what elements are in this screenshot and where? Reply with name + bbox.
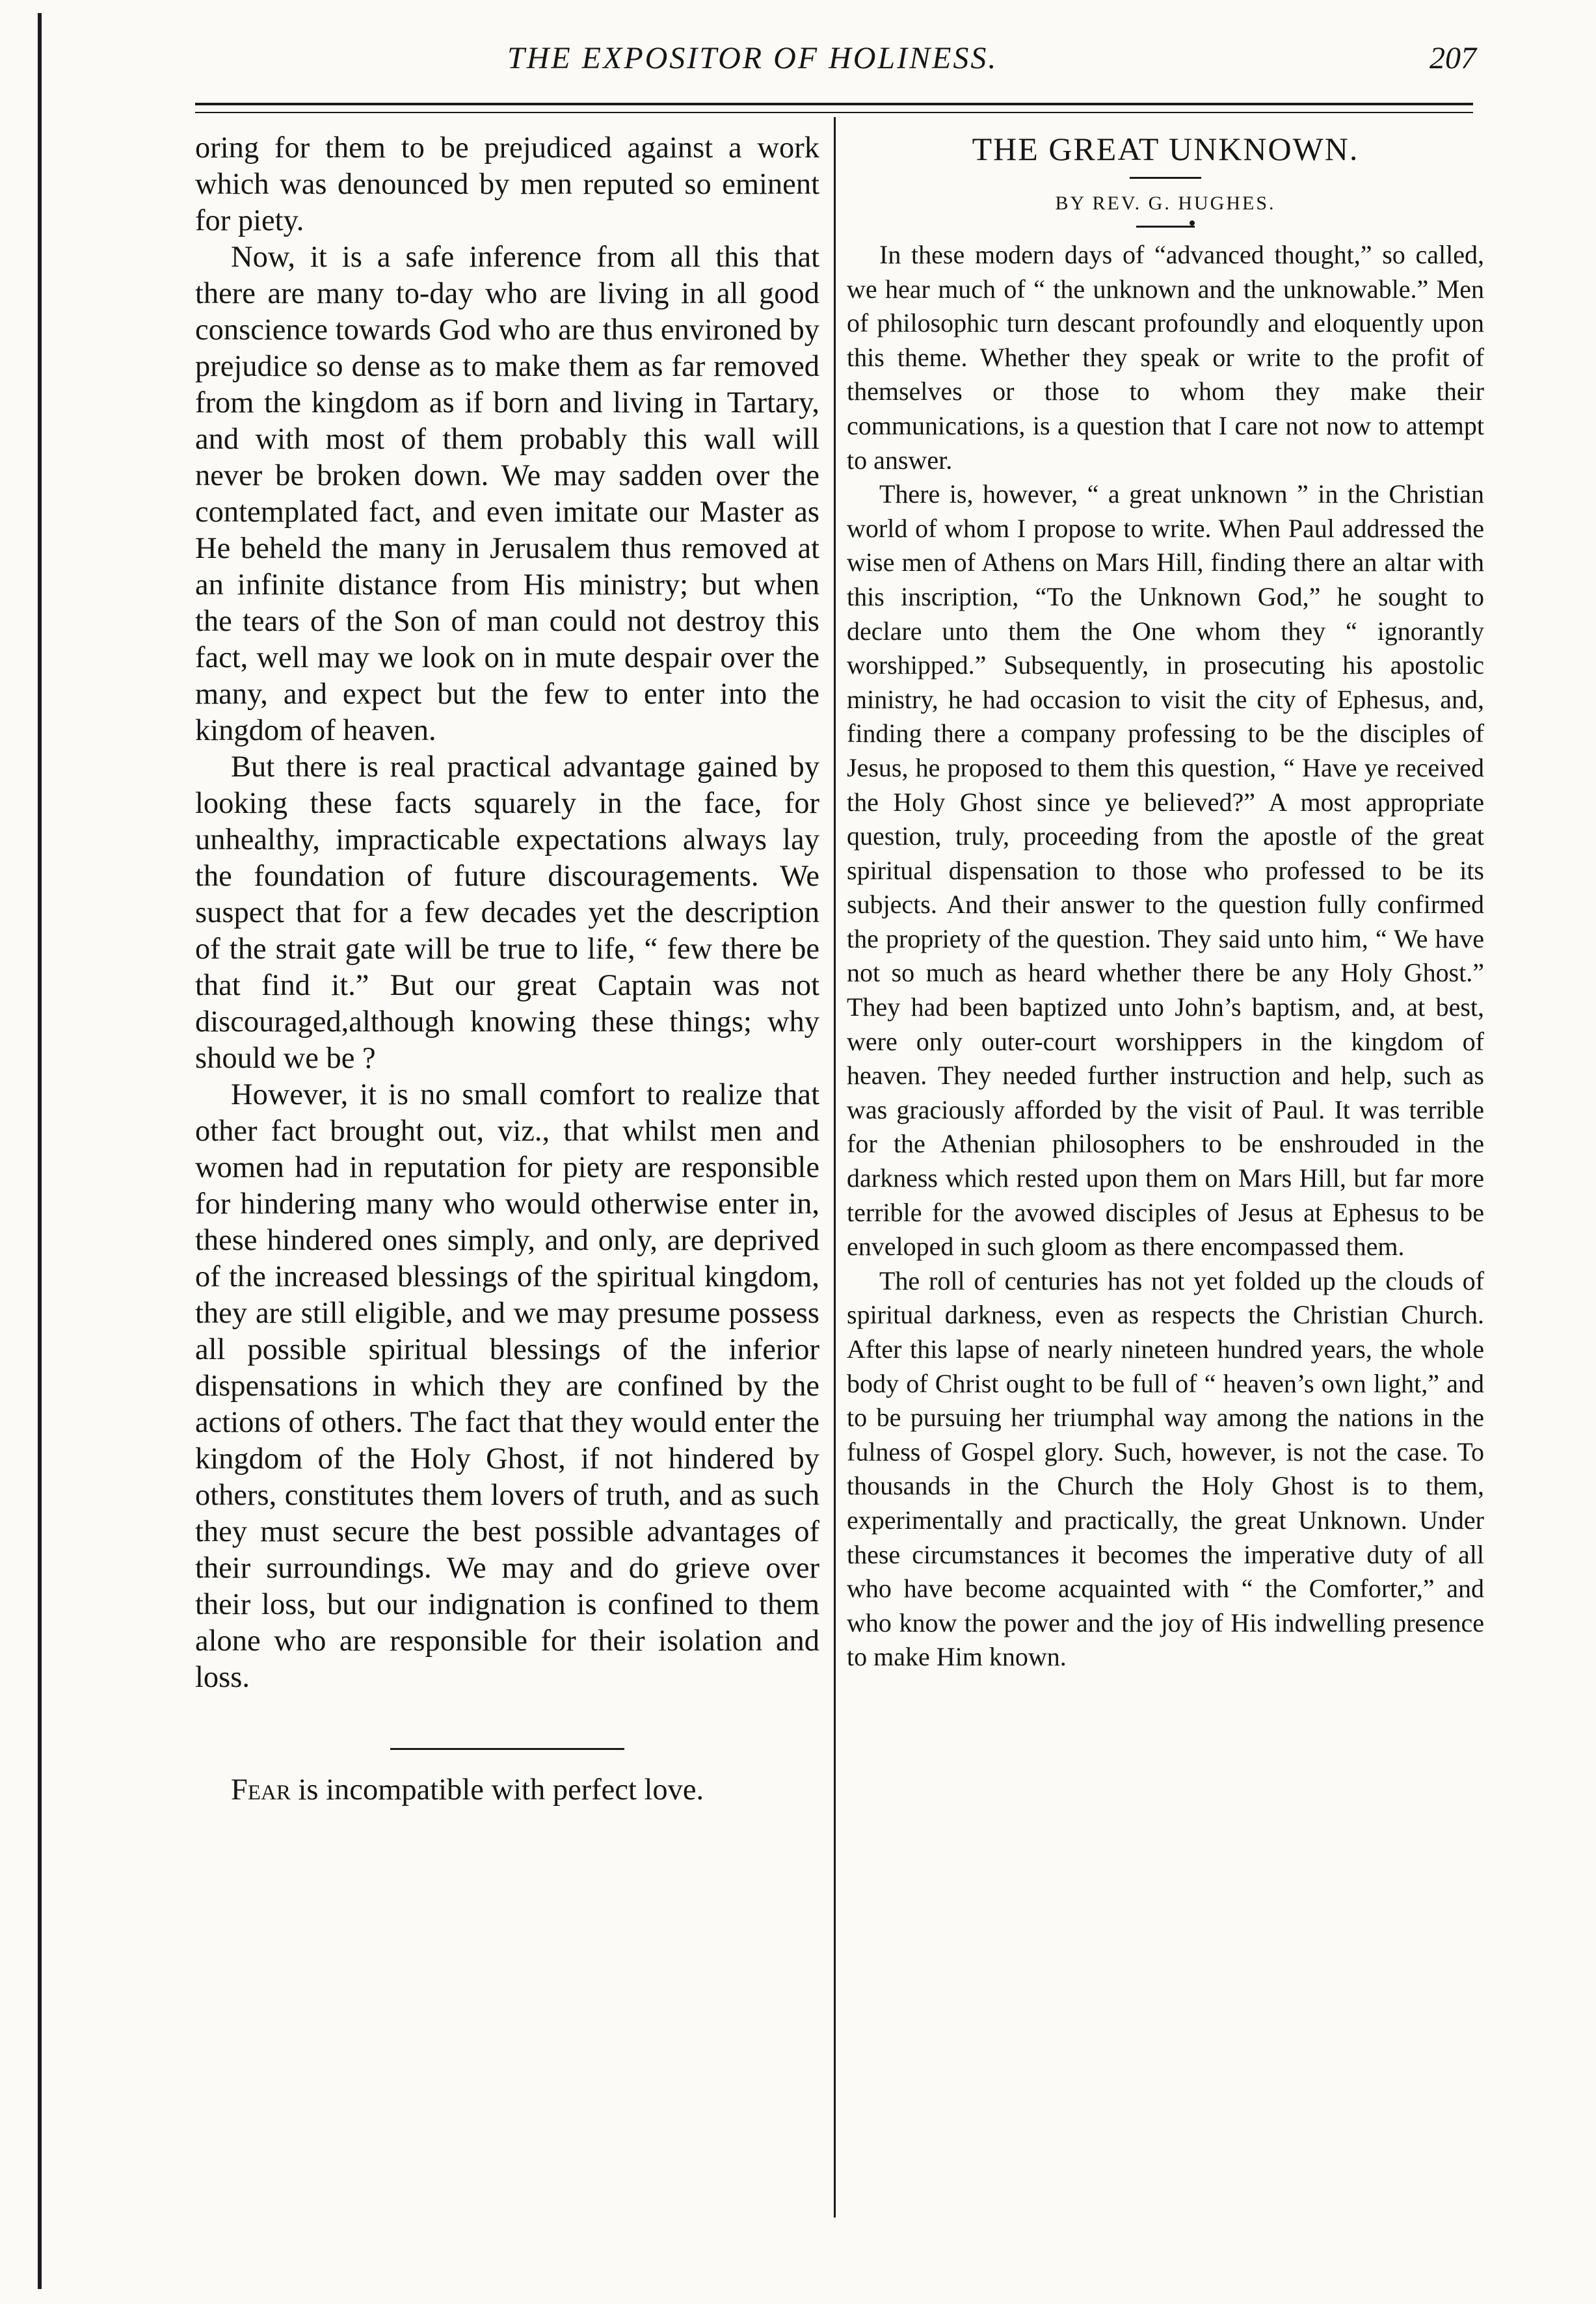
header-rule-thin [195,112,1473,113]
title-rule [1130,177,1201,179]
paragraph: But there is real practical advantage gained by looking these facts squarely in the face, for unhealthy, impracticable expectations always lay the foundation of future discouragements. We suspect that for a few decades yet the description of the strait gate will be true to life, “ few there be that find it.” But our great Captain was not discouraged,although knowing these things; why should we be ? [195,750,819,1075]
binding-margin-line [38,13,42,2289]
byline: BY REV. G. HUGHES. [1055,192,1276,214]
article-title: THE GREAT UNKNOWN. [972,131,1359,167]
header-rule-thick [195,103,1473,105]
paragraph: In these modern days of “advanced thought,” so called, we hear much of “ the unknown and the unknowable.” Men of philosophic turn descant profoundly and eloquently upon this theme. Whether they speak or write to the profit of themselves or those to whom they make their communications, is a question that I care not now to attempt to answer. [847,240,1484,475]
paragraph: There is, however, “ a great unknown ” in the Christian world of whom I propose to write. When Paul addressed the wise men of Athens on Mars Hill, finding there an altar with this inscription, “To the Unknown God,” he sought to declare unto them the One whom they “ ignorantly worshipped.” Subsequently, in prosecuting his apostolic ministry, he had occasion to visit the city of Ephesus, and, finding there a company professing to be the disciples of Jesus, he proposed to them this question, “ Have ye received the Holy Ghost since ye believed?” A most appropriate question, truly, proceeding from the apostle of the great spiritual dispensation to those who professed to be its subjects. And their answer to the question fully confirmed the propriety of the question. They said unto him, “ We have not so much as heard whether there be any Holy Ghost.” They had been baptized unto John’s baptism, and, at best, were only outer-court worshippers in the kingdom of heaven. They needed further instruction and help, such as was graciously afforded by the visit of Paul. It was terrible for the Athenian philosophers to be enshrouded in the darkness which rested upon them on Mars Hill, but far more terrible for the avowed disciples of Jesus at Ephesus to be enveloped in such gloom as there encompassed them. [847,479,1484,1262]
page-number: 207 [1430,41,1476,75]
paragraph: The roll of centuries has not yet folded up the clouds of spiritual darkness, even as respects the Christian Church. After this lapse of nearly nineteen hundred years, the whole body of Christ ought to be full of “ heaven’s own light,” and to be pursuing her triumphal way among the nations in the fulness of Gospel glory. Such, however, is not the case. To thousands in the Church the Holy Ghost is to them, experimentally and practically, the great Unknown. Under these circumstances it becomes the imperative duty of all who have become acquainted with “ the Comforter,” and who know the power and the joy of His indwelling presence to make Him known. [847,1265,1484,1672]
section-separator [390,1748,624,1750]
byline-rule [1136,226,1195,228]
closing-word: Fear [231,1773,291,1807]
closing-aphorism [195,1772,819,1808]
running-header-title: THE EXPOSITOR OF HOLINESS. [507,41,998,75]
paragraph: Now, it is a safe inference from all this that there are many to-day who are living in all good conscience towards God who are thus environed by prejudice so dense as to make them as far removed from the kingdom as if born and living in Tartary, and with most of them probably this wall will never be broken down. We may sadden over the contemplated fact, and even imitate our Master as He beheld the many in Jerusalem thus removed at an infinite distance from His ministry; but when the tears of the Son of man could not destroy this fact, well may we look on in mute despair over the many, and expect but the few to enter into the kingdom of heaven. [195,241,819,747]
paragraph: However, it is no small comfort to realize that other fact brought out, viz., that whilst men and women had in reputation for piety are responsible for hindering many who would otherwise enter in, these hindered ones simply, and only, are deprived of the increased blessings of the spiritual kingdom, they are still eligible, and we may presume possess all possible spiritual blessings of the inferior dispensations in which they are confined by the actions of others. The fact that they would enter the kingdom of the Holy Ghost, if not hindered by others, constitutes them lovers of truth, and as such they must secure the best possible advantages of their surroundings. We may and do grieve over their loss, but our indignation is confined to them alone who are responsible for their isolation and loss. [195,1078,819,1694]
closing-rest: is incompatible with perfect love. [298,1773,704,1807]
left-column [195,130,819,1808]
column-divider [834,117,836,2218]
right-column [847,130,1484,1675]
paragraph: oring for them to be prejudiced against a work which was denounced by men reputed so eminent for piety. [195,131,819,237]
